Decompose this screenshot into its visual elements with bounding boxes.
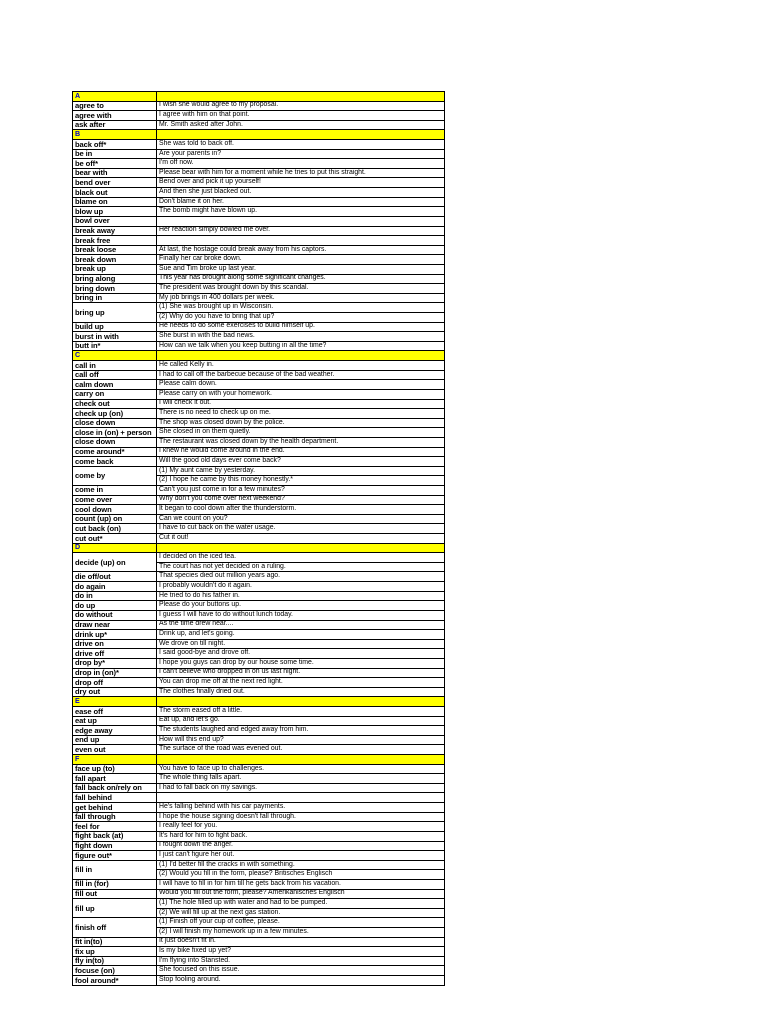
phrasal-verb-cell: fill in <box>73 860 157 879</box>
example-sentence-cell: Mr. Smith asked after John. <box>157 120 445 130</box>
phrasal-verb-cell: break loose <box>73 245 157 255</box>
phrasal-verb-cell: come over <box>73 495 157 505</box>
phrasal-verb-cell: back off* <box>73 140 157 150</box>
table-row <box>73 860 445 870</box>
table-row <box>73 457 445 467</box>
phrasal-verb-cell: close in (on) + person <box>73 428 157 438</box>
phrasal-verb-cell: check out <box>73 399 157 409</box>
table-row <box>73 207 445 217</box>
phrasal-verb-cell: drive off <box>73 649 157 659</box>
phrasal-verb-cell: break down <box>73 255 157 265</box>
table-row <box>73 389 445 399</box>
example-sentence-cell: He needs to do some exercises to build himself up. <box>157 322 445 332</box>
table-row <box>73 658 445 668</box>
table-row <box>73 332 445 342</box>
section-letter: C <box>73 351 157 361</box>
section-header-row <box>73 755 445 765</box>
table-row <box>73 630 445 640</box>
table-row <box>73 879 445 889</box>
example-sentence-cell: My job brings in 400 dollars per week. <box>157 293 445 303</box>
phrasal-verb-cell: cool down <box>73 505 157 515</box>
table-row <box>73 966 445 976</box>
table-row <box>73 226 445 236</box>
phrasal-verb-cell: fill out <box>73 889 157 899</box>
example-sentence-cell: He tried to do his father in. <box>157 591 445 601</box>
phrasal-verb-cell: cut out* <box>73 534 157 544</box>
example-sentence-cell: Stop fooling around. <box>157 976 445 986</box>
table-row <box>73 956 445 966</box>
table-row <box>73 668 445 678</box>
example-sentence-cell: Please carry on with your homework. <box>157 389 445 399</box>
phrasal-verb-cell: break away <box>73 226 157 236</box>
example-sentence-cell: The surface of the road was evened out. <box>157 745 445 755</box>
phrasal-verb-cell: come by <box>73 466 157 485</box>
example-sentence-cell: The bomb might have blown up. <box>157 207 445 217</box>
table-row <box>73 793 445 803</box>
section-header-blank <box>157 351 445 361</box>
table-row <box>73 428 445 438</box>
phrasal-verb-cell: check up (on) <box>73 409 157 419</box>
example-sentence-cell: I had to fall back on my savings. <box>157 783 445 793</box>
example-sentence-cell: I probably wouldn't do it again. <box>157 582 445 592</box>
table-row <box>73 678 445 688</box>
section-letter: F <box>73 755 157 765</box>
table-row <box>73 409 445 419</box>
table-row <box>73 168 445 178</box>
table-row <box>73 620 445 630</box>
phrasal-verb-cell: focuse (on) <box>73 966 157 976</box>
example-sentence-cell: I had to call off the barbecue because of the bad weather. <box>157 370 445 380</box>
example-sentence-cell: At last, the hostage could break away from his captors. <box>157 245 445 255</box>
phrasal-verb-cell: be in <box>73 149 157 159</box>
table-row <box>73 783 445 793</box>
phrasal-verb-cell: fix up <box>73 947 157 957</box>
example-sentence-cell <box>157 793 445 803</box>
table-row <box>73 245 445 255</box>
section-header-row <box>73 130 445 140</box>
table-row <box>73 418 445 428</box>
table-row <box>73 159 445 169</box>
table-row <box>73 601 445 611</box>
section-header-row <box>73 543 445 553</box>
phrasal-verb-cell: decide (up) on <box>73 553 157 572</box>
table-row <box>73 274 445 284</box>
example-sentence-cell: The clothes finally dried out. <box>157 687 445 697</box>
example-sentence-cell: Sue and Tim broke up last year. <box>157 264 445 274</box>
phrasal-verb-cell: fit in(to) <box>73 937 157 947</box>
table-row <box>73 341 445 351</box>
table-row <box>73 553 445 563</box>
phrasal-verb-cell: carry on <box>73 389 157 399</box>
table-row <box>73 255 445 265</box>
table-row <box>73 284 445 294</box>
table-row <box>73 447 445 457</box>
table-row <box>73 918 445 928</box>
phrasal-verb-cell: drive on <box>73 639 157 649</box>
table-row <box>73 851 445 861</box>
phrasal-verb-cell: fight back (at) <box>73 831 157 841</box>
example-sentence-cell: I hope you guys can drop by our house some time. <box>157 658 445 668</box>
table-row <box>73 140 445 150</box>
section-header-blank <box>157 130 445 140</box>
table-row <box>73 380 445 390</box>
phrasal-verb-cell: call off <box>73 370 157 380</box>
table-row <box>73 361 445 371</box>
example-sentence-cell: (1) I'd better fill the cracks in with something. <box>157 860 445 870</box>
table-row <box>73 803 445 813</box>
example-sentence-cell: He called Kelly in. <box>157 361 445 371</box>
section-letter: B <box>73 130 157 140</box>
table-row <box>73 947 445 957</box>
section-letter: D <box>73 543 157 553</box>
example-sentence-cell: (1) She was brought up in Wisconsin. <box>157 303 445 313</box>
example-sentence-cell: I can't believe who dropped in on us last night. <box>157 668 445 678</box>
table-row <box>73 610 445 620</box>
table-row <box>73 735 445 745</box>
example-sentence-cell: He's falling behind with his car payments. <box>157 803 445 813</box>
table-row <box>73 822 445 832</box>
example-sentence-cell: It's hard for him to fight back. <box>157 831 445 841</box>
phrasal-verb-cell: figure out* <box>73 851 157 861</box>
phrasal-verb-cell: fool around* <box>73 976 157 986</box>
table-row <box>73 111 445 121</box>
example-sentence-cell: The whole thing falls apart. <box>157 774 445 784</box>
phrasal-verb-table <box>72 91 445 986</box>
phrasal-verb-cell: call in <box>73 361 157 371</box>
example-sentence-cell: There is no need to check up on me. <box>157 409 445 419</box>
phrasal-verb-cell: even out <box>73 745 157 755</box>
phrasal-verb-cell: blow up <box>73 207 157 217</box>
phrasal-verb-cell: fill up <box>73 899 157 918</box>
example-sentence-cell: Eat up, and let's go. <box>157 716 445 726</box>
table-row <box>73 591 445 601</box>
example-sentence-cell: Please calm down. <box>157 380 445 390</box>
table-row <box>73 120 445 130</box>
example-sentence-cell: The restaurant was closed down by the health department. <box>157 437 445 447</box>
phrasal-verb-cell: finish off <box>73 918 157 937</box>
phrasal-verb-cell: be off* <box>73 159 157 169</box>
table-row <box>73 293 445 303</box>
example-sentence-cell: I knew he would come around in the end. <box>157 447 445 457</box>
section-header-blank <box>157 697 445 707</box>
phrasal-verb-cell: eat up <box>73 716 157 726</box>
section-header-blank <box>157 92 445 102</box>
example-sentence-cell: I hope the house signing doesn't fall through. <box>157 812 445 822</box>
example-sentence-cell: She closed in on them quietly. <box>157 428 445 438</box>
phrasal-verb-table-body <box>73 92 445 986</box>
table-row <box>73 236 445 246</box>
table-row <box>73 264 445 274</box>
table-row <box>73 726 445 736</box>
table-row <box>73 197 445 207</box>
table-row <box>73 505 445 515</box>
example-sentence-cell: (2) Why do you have to bring that up? <box>157 313 445 323</box>
table-row <box>73 149 445 159</box>
example-sentence-cell: (2) We will fill up at the next gas station. <box>157 908 445 918</box>
example-sentence-cell: You can drop me off at the next red light. <box>157 678 445 688</box>
phrasal-verb-cell: butt in* <box>73 341 157 351</box>
example-sentence-cell: Can't you just come in for a few minutes? <box>157 485 445 495</box>
example-sentence-cell: (2) I will finish my homework up in a few minutes. <box>157 928 445 938</box>
example-sentence-cell: Are your parents in? <box>157 149 445 159</box>
phrasal-verb-cell: bring along <box>73 274 157 284</box>
example-sentence-cell: I just can't figure her out. <box>157 851 445 861</box>
phrasal-verb-cell: bowl over <box>73 216 157 226</box>
example-sentence-cell: That species died out million years ago. <box>157 572 445 582</box>
phrasal-verb-cell: come in <box>73 485 157 495</box>
table-row <box>73 976 445 986</box>
table-row <box>73 216 445 226</box>
table-row <box>73 687 445 697</box>
table-row <box>73 899 445 909</box>
phrasal-verb-cell: get behind <box>73 803 157 813</box>
example-sentence-cell: (1) Finish off your cup of coffee, please. <box>157 918 445 928</box>
example-sentence-cell: Don't blame it on her. <box>157 197 445 207</box>
table-row <box>73 774 445 784</box>
phrasal-verb-cell: bear with <box>73 168 157 178</box>
phrasal-verb-cell: fight down <box>73 841 157 851</box>
table-row <box>73 707 445 717</box>
phrasal-verb-cell: bring up <box>73 303 157 322</box>
table-row <box>73 764 445 774</box>
phrasal-verb-cell: bring in <box>73 293 157 303</box>
example-sentence-cell: It began to cool down after the thunderstorm. <box>157 505 445 515</box>
table-row <box>73 572 445 582</box>
phrasal-verb-cell: agree to <box>73 101 157 111</box>
example-sentence-cell: The president was brought down by this scandal. <box>157 284 445 294</box>
example-sentence-cell: How can we talk when you keep butting in all the time? <box>157 341 445 351</box>
example-sentence-cell: It just doesn't fit in. <box>157 937 445 947</box>
example-sentence-cell: As the time drew near.... <box>157 620 445 630</box>
example-sentence-cell: The court has not yet decided on a ruling. <box>157 562 445 572</box>
phrasal-verb-cell: bring down <box>73 284 157 294</box>
example-sentence-cell: I really feel for you. <box>157 822 445 832</box>
phrasal-verb-cell: blame on <box>73 197 157 207</box>
example-sentence-cell <box>157 236 445 246</box>
phrasal-verb-cell: die off/out <box>73 572 157 582</box>
example-sentence-cell: I will check it out. <box>157 399 445 409</box>
phrasal-verb-cell: dry out <box>73 687 157 697</box>
example-sentence-cell: (1) The hole filled up with water and had to be pumped. <box>157 899 445 909</box>
section-header-blank <box>157 755 445 765</box>
example-sentence-cell: She focused on this issue. <box>157 966 445 976</box>
example-sentence-cell: Will the good old days ever come back? <box>157 457 445 467</box>
table-row <box>73 178 445 188</box>
table-row <box>73 485 445 495</box>
example-sentence-cell: I'm flying into Stansted. <box>157 956 445 966</box>
phrasal-verb-cell: end up <box>73 735 157 745</box>
table-row <box>73 716 445 726</box>
phrasal-verb-cell: drop by* <box>73 658 157 668</box>
phrasal-verb-cell: ask after <box>73 120 157 130</box>
phrasal-verb-cell: fly in(to) <box>73 956 157 966</box>
phrasal-verb-cell: fall through <box>73 812 157 822</box>
table-row <box>73 399 445 409</box>
table-row <box>73 188 445 198</box>
phrasal-verb-cell: face up (to) <box>73 764 157 774</box>
example-sentence-cell: (2) Would you fill in the form, please? Britisches Englisch <box>157 870 445 880</box>
table-row <box>73 303 445 313</box>
phrasal-verb-cell: do up <box>73 601 157 611</box>
example-sentence-cell: You have to face up to challenges. <box>157 764 445 774</box>
phrasal-verb-cell: bend over <box>73 178 157 188</box>
example-sentence-cell: Can we count on you? <box>157 514 445 524</box>
table-row <box>73 524 445 534</box>
example-sentence-cell: (2) I hope he came by this money honestly.* <box>157 476 445 486</box>
table-row <box>73 437 445 447</box>
phrasal-verb-cell: fall back on/rely on <box>73 783 157 793</box>
table-row <box>73 322 445 332</box>
example-sentence-cell: I decided on the iced tea. <box>157 553 445 563</box>
example-sentence-cell: Cut it out! <box>157 534 445 544</box>
phrasal-verb-cell: do again <box>73 582 157 592</box>
table-row <box>73 812 445 822</box>
table-row <box>73 831 445 841</box>
example-sentence-cell <box>157 216 445 226</box>
phrasal-verb-cell: cut back (on) <box>73 524 157 534</box>
phrasal-verb-cell: break free <box>73 236 157 246</box>
phrasal-verb-cell: fall apart <box>73 774 157 784</box>
example-sentence-cell: I said good-bye and drove off. <box>157 649 445 659</box>
phrasal-verb-cell: agree with <box>73 111 157 121</box>
phrasal-verb-cell: calm down <box>73 380 157 390</box>
phrasal-verb-cell: come back <box>73 457 157 467</box>
example-sentence-cell: And then she just blacked out. <box>157 188 445 198</box>
table-row <box>73 841 445 851</box>
example-sentence-cell: Drink up, and let's going. <box>157 630 445 640</box>
phrasal-verb-cell: feel for <box>73 822 157 832</box>
phrasal-verb-cell: burst in with <box>73 332 157 342</box>
example-sentence-cell: I wish she would agree to my proposal. <box>157 101 445 111</box>
example-sentence-cell: Why don't you come over next weekend? <box>157 495 445 505</box>
table-row <box>73 639 445 649</box>
example-sentence-cell: Bend over and pick it up yourself! <box>157 178 445 188</box>
example-sentence-cell: I fought down the anger. <box>157 841 445 851</box>
phrasal-verb-cell: ease off <box>73 707 157 717</box>
section-letter: A <box>73 92 157 102</box>
example-sentence-cell: I'm off now. <box>157 159 445 169</box>
table-row <box>73 745 445 755</box>
section-header-row <box>73 92 445 102</box>
example-sentence-cell: The storm eased off a little. <box>157 707 445 717</box>
phrasal-verb-cell: drop in (on)* <box>73 668 157 678</box>
example-sentence-cell: She was told to back off. <box>157 140 445 150</box>
example-sentence-cell: How will this end up? <box>157 735 445 745</box>
phrasal-verb-cell: do in <box>73 591 157 601</box>
table-row <box>73 534 445 544</box>
section-header-blank <box>157 543 445 553</box>
section-letter: E <box>73 697 157 707</box>
example-sentence-cell: I have to cut back on the water usage. <box>157 524 445 534</box>
example-sentence-cell: The shop was closed down by the police. <box>157 418 445 428</box>
phrasal-verb-cell: fall behind <box>73 793 157 803</box>
example-sentence-cell: The students laughed and edged away from him. <box>157 726 445 736</box>
example-sentence-cell: I agree with him on that point. <box>157 111 445 121</box>
phrasal-verb-cell: build up <box>73 322 157 332</box>
section-header-row <box>73 351 445 361</box>
example-sentence-cell: We drove on till night. <box>157 639 445 649</box>
example-sentence-cell: Would you fill out the form, please? Amerikanisches Englisch <box>157 889 445 899</box>
table-row <box>73 649 445 659</box>
example-sentence-cell: Is my bike fixed up yet? <box>157 947 445 957</box>
table-row <box>73 466 445 476</box>
phrasal-verb-cell: black out <box>73 188 157 198</box>
phrasal-verb-cell: edge away <box>73 726 157 736</box>
phrasal-verb-cell: break up <box>73 264 157 274</box>
phrasal-verb-cell: drop off <box>73 678 157 688</box>
table-row <box>73 937 445 947</box>
example-sentence-cell: Finally her car broke down. <box>157 255 445 265</box>
phrasal-verb-cell: do without <box>73 610 157 620</box>
phrasal-verb-cell: come around* <box>73 447 157 457</box>
phrasal-verb-cell: close down <box>73 418 157 428</box>
example-sentence-cell: She burst in with the bad news. <box>157 332 445 342</box>
example-sentence-cell: This year has brought along some significant changes. <box>157 274 445 284</box>
table-row <box>73 889 445 899</box>
example-sentence-cell: (1) My aunt came by yesterday. <box>157 466 445 476</box>
example-sentence-cell: I guess I will have to do without lunch today. <box>157 610 445 620</box>
phrasal-verb-cell: close down <box>73 437 157 447</box>
table-row <box>73 514 445 524</box>
example-sentence-cell: Please do your buttons up. <box>157 601 445 611</box>
table-row <box>73 582 445 592</box>
table-row <box>73 101 445 111</box>
phrasal-verb-cell: fill in (for) <box>73 879 157 889</box>
phrasal-verb-cell: draw near <box>73 620 157 630</box>
example-sentence-cell: Please bear with him for a moment while he tries to put this straight. <box>157 168 445 178</box>
example-sentence-cell: Her reaction simply bowled me over. <box>157 226 445 236</box>
table-row <box>73 495 445 505</box>
phrasal-verb-cell: count (up) on <box>73 514 157 524</box>
phrasal-verb-cell: drink up* <box>73 630 157 640</box>
table-row <box>73 370 445 380</box>
section-header-row <box>73 697 445 707</box>
example-sentence-cell: I will have to fill in for him till he gets back from his vacation. <box>157 879 445 889</box>
